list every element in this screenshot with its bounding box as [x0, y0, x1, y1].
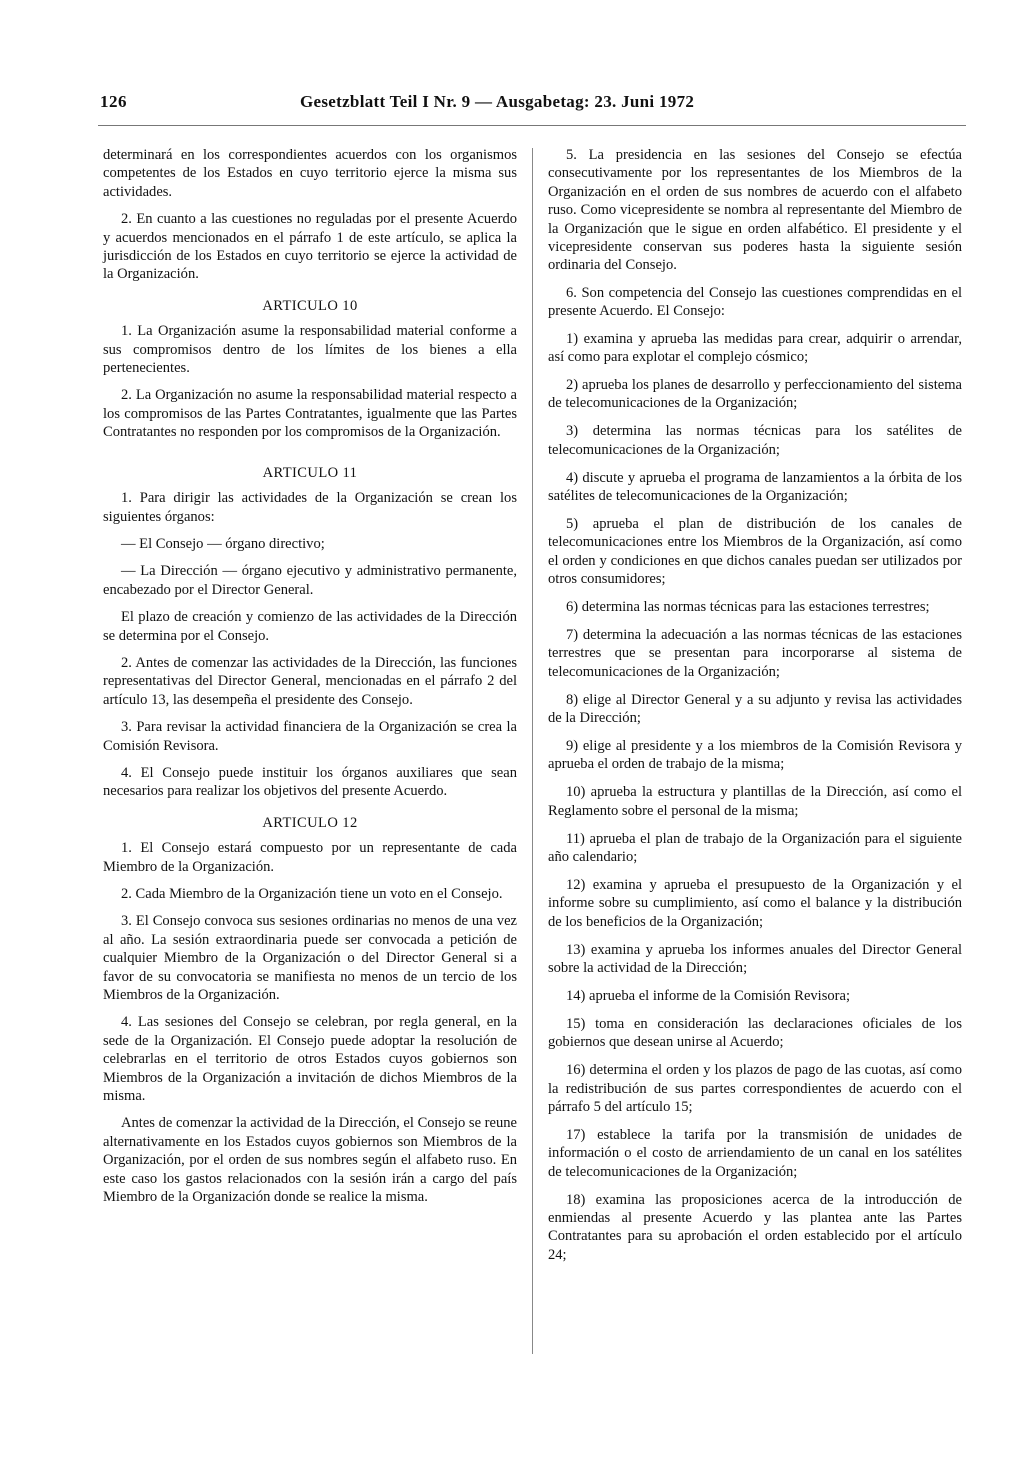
paragraph: 3. El Consejo convoca sus sesiones ordinarias no menos de una vez al año. La sesión extraordinaria puede ser convocada a petición de cualquier Miembro de la Organización o del Director General si a favor de su convocatoria se manifiesta no menos de un tercio de los Miembros de la Organización.: [103, 913, 517, 1004]
list-item: 2) aprueba los planes de desarrollo y perfeccionamiento del sistema de telecomunicaciones de la Organización;: [548, 376, 962, 412]
article-heading: ARTICULO 11: [262, 464, 358, 481]
paragraph: 4. Las sesiones del Consejo se celebran, por regla general, en la sede de la Organización. El Consejo puede adoptar la resolución de celebrarlas en el territorio de otros Estados cuyos gobiernos son Miembros de la Organización a invitación de dichos Miembros de la misma.: [103, 1014, 517, 1105]
list-item: 8) elige al Director General y a su adjunto y revisa las actividades de la Dirección;: [548, 691, 962, 727]
list-item: 17) establece la tarifa por la transmisión de unidades de información o el costo de arriendamiento de un canal en los satélites de telecomunicaciones de la Organización;: [548, 1126, 962, 1180]
list-item: 5) aprueba el plan de distribución de los canales de telecomunicaciones entre los Miembros de la Organización, así como el orden y condiciones en que dichos canales puedan ser utilizados por otros consumidores;: [548, 515, 962, 588]
paragraph: 6. Son competencia del Consejo las cuestiones comprendidas en el presente Acuerdo. El Consejo:: [548, 284, 962, 320]
list-item: 16) determina el orden y los plazos de pago de las cuotas, así como la redistribución de sus partes correspondientes de acuerdo con el párrafo 5 del artículo 15;: [548, 1062, 962, 1115]
paragraph: El plazo de creación y comienzo de las actividades de la Dirección se determina por el Consejo.: [103, 609, 517, 644]
list-item: 11) aprueba el plan de trabajo de la Organización para el siguiente año calendario;: [548, 830, 962, 865]
list-item: 1) examina y aprueba las medidas para crear, adquirir o arrendar, así como para explotar el complejo cósmico;: [548, 330, 962, 366]
list-item: 4) discute y aprueba el programa de lanzamientos a la órbita de los satélites de telecomunicaciones de la Organización;: [548, 469, 962, 504]
paragraph: 3. Para revisar la actividad financiera de la Organización se crea la Comisión Revisora.: [103, 719, 517, 754]
paragraph: 2. Cada Miembro de la Organización tiene un voto en el Consejo.: [121, 886, 503, 902]
paragraph: 5. La presidencia en las sesiones del Consejo se efectúa consecutivamente por los representantes de los Miembros de la Organización en el orden de sus nombres de acuerdo con el alfabeto ruso. Como vicepresidente se nombra al representante del Miembro de la Organización que le sigue en orden alfabético. El presidente y el vicepresidente conservan sus poderes hasta la siguiente sesión ordinaria del Consejo.: [548, 147, 962, 274]
paragraph: Antes de comenzar la actividad de la Dirección, el Consejo se reune alternativamente en los Estados cuyos gobiernos son Miembros de la Organización, por el orden de sus nombres según el alfabeto ruso. En este caso los gastos relacionados con la sesión irán a cargo del país Miembro de la Organización donde se realice la misma.: [103, 1115, 517, 1206]
paragraph: 1. El Consejo estará compuesto por un representante de cada Miembro de la Organización.: [103, 840, 517, 875]
list-item: 6) determina las normas técnicas para las estaciones terrestres;: [566, 599, 930, 616]
right-column: [548, 146, 962, 1274]
paragraph: 1. La Organización asume la responsabilidad material conforme a sus compromisos dentro de los límites de los bienes a ella pertenecientes.: [103, 323, 517, 377]
list-item: 3) determina las normas técnicas para los satélites de telecomunicaciones de la Organización;: [548, 423, 962, 458]
paragraph: 4. El Consejo puede instituir los órganos auxiliares que sean necesarios para realizar los objetivos del presente Acuerdo.: [103, 764, 517, 800]
paragraph: 1. Para dirigir las actividades de la Organización se crean los siguientes órganos:: [103, 490, 517, 525]
list-item: 13) examina y aprueba los informes anuales del Director General sobre la actividad de la Dirección;: [548, 941, 962, 977]
header-rule: [98, 125, 966, 126]
paragraph: 2. La Organización no asume la responsabilidad material respecto a los compromisos de las Partes Contratantes, igualmente que las Partes Contratantes no responden por los compromisos de la Organización.: [103, 387, 517, 441]
paragraph: 2. Antes de comenzar las actividades de la Dirección, las funciones representativas del Director General, mencionadas en el párrafo 2 del artículo 13, las desempeña el presidente des Consejo.: [103, 654, 517, 708]
list-item: 12) examina y aprueba el presupuesto de la Organización y el informe sobre su cumplimiento, así como el balance y la distribución de los beneficios de la Organización;: [548, 876, 962, 930]
list-item: 9) elige al presidente y a los miembros de la Comisión Revisora y aprueba el orden de trabajo de la misma;: [548, 737, 962, 773]
dash-item: — La Dirección — órgano ejecutivo y administrativo permanente, encabezado por el Director General.: [103, 563, 517, 598]
paragraph: 2. En cuanto a las cuestiones no reguladas por el presente Acuerdo y acuerdos mencionados en el párrafo 1 de este artículo, se aplica la jurisdicción de los Estados en cuyo territorio se ejerce la actividad de la Organización.: [103, 211, 517, 283]
list-item: 14) aprueba el informe de la Comisión Revisora;: [566, 987, 850, 1004]
left-column: [103, 146, 517, 1216]
list-item: 7) determina la adecuación a las normas técnicas de las estaciones terrestres que se presentan para incorporarse al sistema de telecomunicaciones de la Organización;: [548, 626, 962, 680]
list-item: 15) toma en consideración las declaraciones oficiales de los gobiernos que desean unirse al Acuerdo;: [548, 1015, 962, 1051]
page-number: 126: [100, 92, 127, 111]
list-item: 10) aprueba la estructura y plantillas de la Dirección, así como el Reglamento sobre el personal de la misma;: [548, 784, 962, 819]
list-item: 18) examina las proposiciones acerca de la introducción de enmiendas al presente Acuerdo y las plantea ante las Partes Contratantes para su aprobación el orden establecido por el artículo 24;: [548, 1191, 962, 1263]
running-title: Gesetzblatt Teil I Nr. 9 — Ausgabetag: 23. Juni 1972: [300, 92, 695, 111]
dash-item: — El Consejo — órgano directivo;: [121, 535, 325, 552]
column-divider: [532, 148, 533, 1354]
article-heading: ARTICULO 10: [262, 297, 358, 314]
paragraph: determinará en los correspondientes acuerdos con los organismos competentes de los Estados en cuyo territorio ejerce la misma sus actividades.: [103, 147, 517, 200]
article-heading: ARTICULO 12: [262, 814, 358, 831]
